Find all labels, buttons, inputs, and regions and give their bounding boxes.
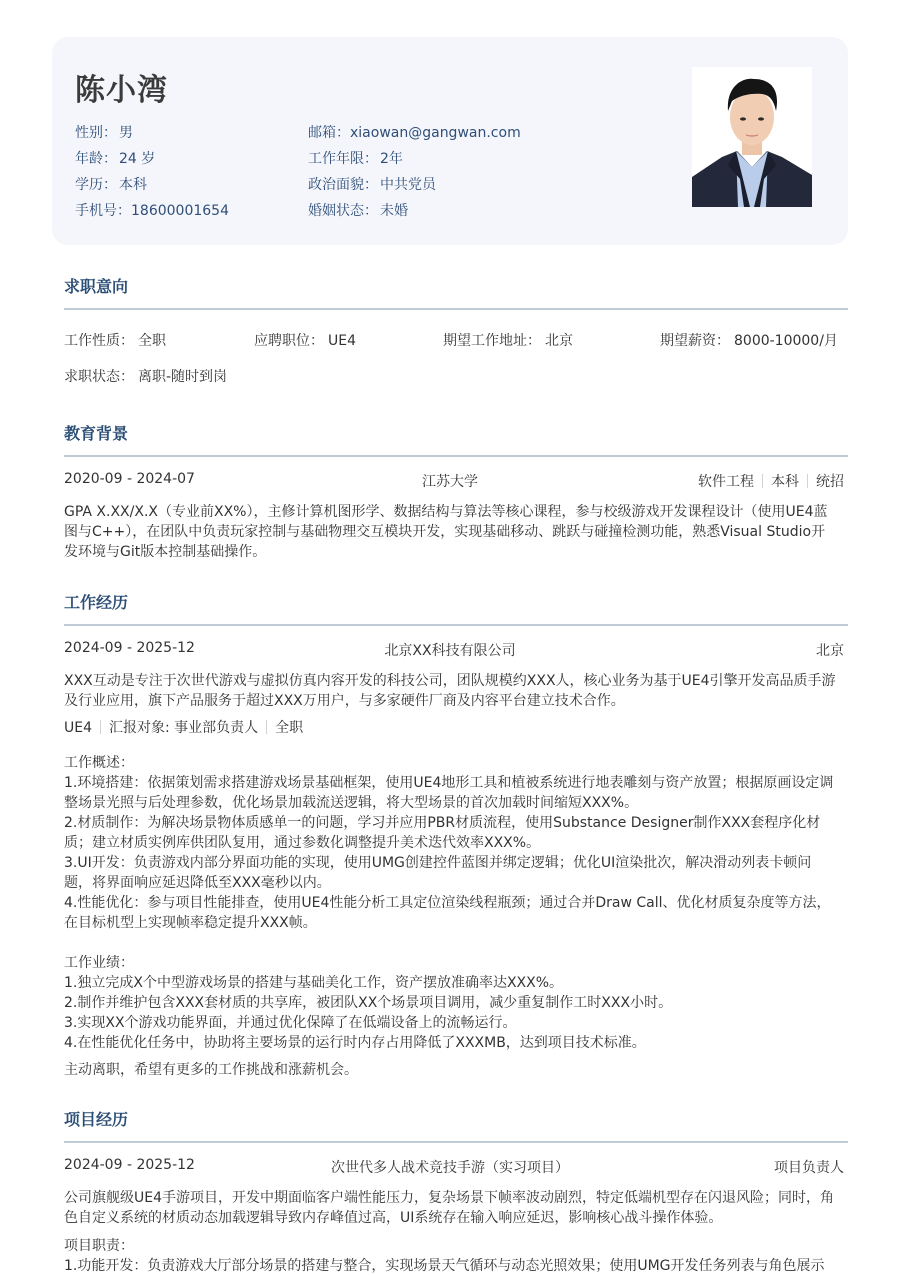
- intent-label: 求职状态：: [64, 369, 134, 385]
- intent-job-type: [64, 330, 166, 350]
- info-value: xiaowan@gangwan.com: [350, 125, 521, 141]
- intent-status: [64, 366, 227, 386]
- intent-position: [254, 330, 356, 350]
- info-email: [308, 122, 521, 142]
- work-tag: UE4: [64, 720, 92, 736]
- project-period: 2024-09 - 2025-12: [64, 1157, 195, 1173]
- info-label: 婚姻状态：: [308, 203, 378, 219]
- info-work-years: [308, 148, 403, 168]
- education-header-row: [64, 471, 844, 491]
- work-overview-item: 4.性能优化：参与项目性能排查，使用UE4性能分析工具定位渲染线程瓶颈；通过合并Draw Call、优化材质复杂度等方法，在目标机型上实现帧率稳定提升XXX帧。: [64, 895, 831, 931]
- candidate-name: 陈小湾: [75, 73, 168, 108]
- divider: [266, 720, 267, 734]
- section-divider: [64, 455, 848, 457]
- info-label: 手机号：: [75, 203, 131, 219]
- project-duty-title: 项目职责：: [64, 1238, 134, 1254]
- info-gender: [75, 122, 133, 142]
- education-description: GPA X.XX/X.X（专业前XX%），主修计算机图形学、数据结构与算法等核心课程，参与校级游戏开发课程设计（使用UE4蓝图与C++），在团队中负责玩家控制与基础物理交互模块开发，实现基础移动、跳跃与碰撞检测功能，熟悉Visual Studio开发环境与Git版本控制基础操作。: [64, 504, 828, 560]
- work-overview: [64, 753, 836, 933]
- info-label: 政治面貌：: [308, 177, 378, 193]
- info-political-status: [308, 174, 436, 194]
- info-value: 男: [119, 125, 133, 141]
- info-education: [75, 174, 147, 194]
- section-title: 教育背景: [64, 424, 129, 443]
- info-phone: [75, 200, 229, 220]
- info-value: 本科: [119, 177, 147, 193]
- education-degree: 本科: [771, 474, 799, 490]
- intent-value: 北京: [545, 333, 573, 349]
- info-value: 18600001654: [131, 203, 229, 219]
- work-location: 北京: [816, 643, 844, 659]
- divider: [807, 474, 808, 488]
- intent-value: UE4: [328, 333, 356, 349]
- education-period: 2020-09 - 2024-07: [64, 471, 195, 487]
- info-label: 工作年限：: [308, 151, 378, 167]
- intent-label: 工作性质：: [64, 333, 134, 349]
- education-school: 江苏大学: [422, 474, 478, 490]
- work-tags: [64, 718, 836, 738]
- intent-salary: [660, 330, 838, 350]
- work-achievement-item: 3.实现XX个游戏功能界面，并通过优化保障了在低端设备上的流畅运行。: [64, 1015, 517, 1031]
- divider: [762, 474, 763, 488]
- work-company-intro: XXX互动是专注于次世代游戏与虚拟仿真内容开发的科技公司，团队规模约XXX人，核心业务为基于UE4引擎开发高品质手游及行业应用，旗下产品服务于超过XXX万用户，与多家硬件厂商及内容平台建立技术合作。: [64, 673, 836, 709]
- work-tag: 全职: [275, 720, 304, 736]
- work-period: 2024-09 - 2025-12: [64, 640, 195, 656]
- project-description: 公司旗舰级UE4手游项目，开发中期面临客户端性能压力，复杂场景下帧率波动剧烈，特定低端机型存在闪退风险；同时，角色自定义系统的材质动态加载逻辑导致内存峰值过高，UI系统存在输入响应延迟，影响核心战斗操作体验。: [64, 1190, 834, 1226]
- info-value: 2年: [380, 151, 403, 167]
- work-leave-reason: 主动离职，希望有更多的工作挑战和涨薪机会。: [64, 1062, 358, 1078]
- project-duty-item: 1.功能开发：负责游戏大厅部分场景的搭建与整合，实现场景天气循环与动态光照效果；使用UMG开发任务列表与角色展示: [64, 1258, 825, 1274]
- intent-label: 期望工作地址：: [443, 333, 541, 349]
- section-education: [64, 423, 848, 563]
- section-project-experience: [64, 1109, 848, 1275]
- education-type: 统招: [816, 474, 844, 490]
- section-divider: [64, 308, 848, 310]
- profile-header-card: [52, 37, 848, 245]
- info-label: 年龄：: [75, 151, 117, 167]
- work-achievement-item: 1.独立完成X个中型游戏场景的搭建与基础美化工作，资产摆放准确率达XXX%。: [64, 975, 564, 991]
- work-overview-item: 1.环境搭建：依据策划需求搭建游戏场景基础框架，使用UE4地形工具和植被系统进行地表雕刻与资产放置；根据原画设定调整场景光照与后处理参数，优化场景加载流送逻辑，将大型场景的首次加载时间缩短XXX%。: [64, 775, 834, 811]
- info-age: [75, 148, 155, 168]
- project-name: 次世代多人战术竞技手游（实习项目）: [331, 1160, 569, 1176]
- work-company: 北京XX科技有限公司: [384, 643, 516, 659]
- info-label: 邮箱：: [308, 125, 350, 141]
- intent-value: 离职-随时到岗: [138, 369, 228, 385]
- info-value: 未婚: [380, 203, 408, 219]
- project-header-row: [64, 1157, 844, 1177]
- section-job-intent: [64, 276, 848, 386]
- work-achievement-item: 4.在性能优化任务中，协助将主要场景的运行时内存占用降低了XXXMB，达到项目技术标准。: [64, 1035, 646, 1051]
- intent-location: [443, 330, 573, 350]
- work-overview-title: 工作概述：: [64, 755, 134, 771]
- work-achievements-title: 工作业绩：: [64, 955, 134, 971]
- work-achievement-item: 2.制作并维护包含XXX套材质的共享库，被团队XX个场景项目调用，减少重复制作工时XXX小时。: [64, 995, 673, 1011]
- intent-label: 期望薪资：: [660, 333, 730, 349]
- info-label: 学历：: [75, 177, 117, 193]
- info-label: 性别：: [75, 125, 117, 141]
- section-work-experience: [64, 592, 848, 1092]
- section-divider: [64, 624, 848, 626]
- section-title: 求职意向: [64, 277, 129, 296]
- intent-value: 8000-10000/月: [734, 333, 838, 349]
- intent-label: 应聘职位：: [254, 333, 324, 349]
- work-achievements: [64, 953, 836, 1053]
- education-major: 软件工程: [698, 474, 754, 490]
- info-value: 中共党员: [380, 177, 436, 193]
- section-title: 项目经历: [64, 1110, 129, 1129]
- info-value: 24 岁: [119, 151, 156, 167]
- work-tag: 汇报对象: 事业部负责人: [109, 720, 259, 736]
- project-role: 项目负责人: [774, 1160, 844, 1176]
- work-overview-item: 2.材质制作：为解决场景物体质感单一的问题，学习并应用PBR材质流程，使用Substance Designer制作XXX套程序化材质；建立材质实例库供团队复用，通过参数化调整提升美术迭代效率XXX%。: [64, 815, 821, 851]
- divider: [100, 720, 101, 734]
- section-divider: [64, 1141, 848, 1143]
- intent-value: 全职: [138, 333, 166, 349]
- info-marital-status: [308, 200, 408, 220]
- portrait-icon: [692, 67, 812, 207]
- work-overview-item: 3.UI开发：负责游戏内部分界面功能的实现，使用UMG创建控件蓝图并绑定逻辑；优化UI渲染批次，解决滑动列表卡顿问题，将界面响应延迟降低至XXX毫秒以内。: [64, 855, 812, 891]
- education-meta: [698, 471, 844, 491]
- project-duties: [64, 1236, 836, 1275]
- profile-photo: [692, 67, 812, 207]
- section-title: 工作经历: [64, 593, 129, 612]
- work-header-row: [64, 640, 844, 660]
